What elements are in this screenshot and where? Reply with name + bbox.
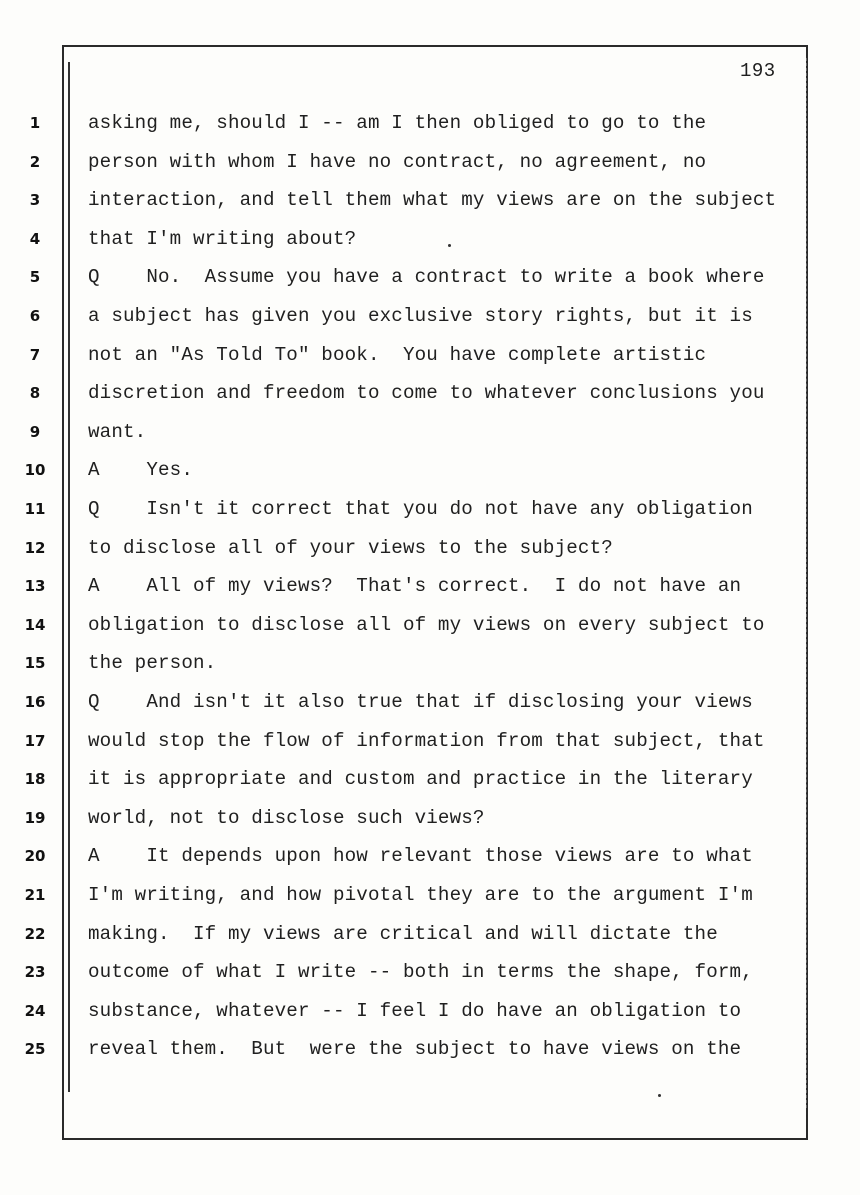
line-text: would stop the flow of information from that subject, that [88,729,765,752]
line-number: 19 [24,808,46,827]
line-text: Q And isn't it also true that if disclosing your views [88,691,753,713]
line-text: A Yes. [88,459,193,482]
line-number: 1 [29,114,41,132]
line-text: obligation to disclose all of my views on every subject to [88,613,765,636]
line-number: 8 [29,384,41,403]
line-number: 10 [24,461,46,480]
line-number: 2 [29,152,41,171]
line-number: 24 [24,1001,46,1020]
transcript-line [0,724,860,760]
transcript-line [0,994,860,1030]
line-text: person with whom I have no contract, no agreement, no [88,150,707,173]
transcript-line [0,106,860,142]
line-text: discretion and freedom to come to whatever conclusions you [88,382,765,405]
line-number: 5 [29,268,41,287]
line-text: substance, whatever -- I feel I do have an obligation to [88,999,742,1022]
line-text: the person. [88,652,217,675]
transcript-line [0,955,860,991]
line-text: world, not to disclose such views? [88,806,485,829]
line-number: 3 [29,191,41,210]
line-text: Q Isn't it correct that you do not have any obligation [88,498,753,520]
line-text: A All of my views? That's correct. I do not have an [88,575,742,598]
line-text: A It depends upon how relevant those views are to what [88,845,753,868]
line-text: outcome of what I write -- both in terms the shape, form, [88,961,753,984]
transcript-line [0,531,860,567]
line-text: making. If my views are critical and will dictate the [88,922,718,945]
line-number: 22 [24,924,46,943]
transcript-line [0,145,860,181]
transcript-line [0,917,860,953]
transcript-line [0,762,860,798]
line-text: asking me, should I -- am I then obliged to go to the [88,112,707,134]
transcript-line [0,260,860,296]
line-number: 4 [29,229,41,248]
line-number: 23 [24,963,46,982]
stray-mark [448,244,451,247]
transcript-line [0,569,860,605]
transcript-line [0,222,860,258]
line-text: not an "As Told To" book. You have complete artistic [88,343,707,366]
transcript-line [0,492,860,528]
line-number: 25 [24,1040,46,1059]
line-text: interaction, and tell them what my views are on the subject [88,189,777,212]
line-number: 15 [24,654,46,673]
line-number: 20 [24,847,46,866]
transcript-line [0,338,860,374]
transcript-line [0,839,860,875]
line-text: that I'm writing about? [88,227,357,250]
transcript-line [0,415,860,451]
transcript-line [0,183,860,219]
line-number: 12 [24,538,46,557]
line-text: Q No. Assume you have a contract to write a book where [88,266,765,289]
line-text: it is appropriate and custom and practice in the literary [88,768,753,791]
line-number: 7 [29,345,41,364]
transcript-line [0,453,860,489]
line-number: 9 [29,422,41,441]
line-text: I'm writing, and how pivotal they are to the argument I'm [88,884,753,906]
line-number: 18 [24,770,46,789]
transcript-line [0,1032,860,1068]
line-number: 11 [24,500,46,518]
transcript-line [0,299,860,335]
transcript-line [0,646,860,682]
transcript-line [0,801,860,837]
line-number: 16 [24,693,46,711]
stray-mark [658,1094,661,1097]
transcript-line [0,608,860,644]
line-number: 14 [24,615,46,634]
transcript-line [0,376,860,412]
transcript-line [0,878,860,914]
line-text: a subject has given you exclusive story rights, but it is [88,305,753,327]
line-text: to disclose all of your views to the subject? [88,536,613,559]
line-number: 13 [24,577,46,596]
line-number: 17 [24,731,46,750]
transcript-line [0,685,860,721]
line-number: 6 [29,307,41,325]
line-number: 21 [24,886,46,904]
line-text: reveal them. But were the subject to have views on the [88,1038,742,1061]
page-number: 193 [740,60,776,82]
line-text: want. [88,420,147,443]
